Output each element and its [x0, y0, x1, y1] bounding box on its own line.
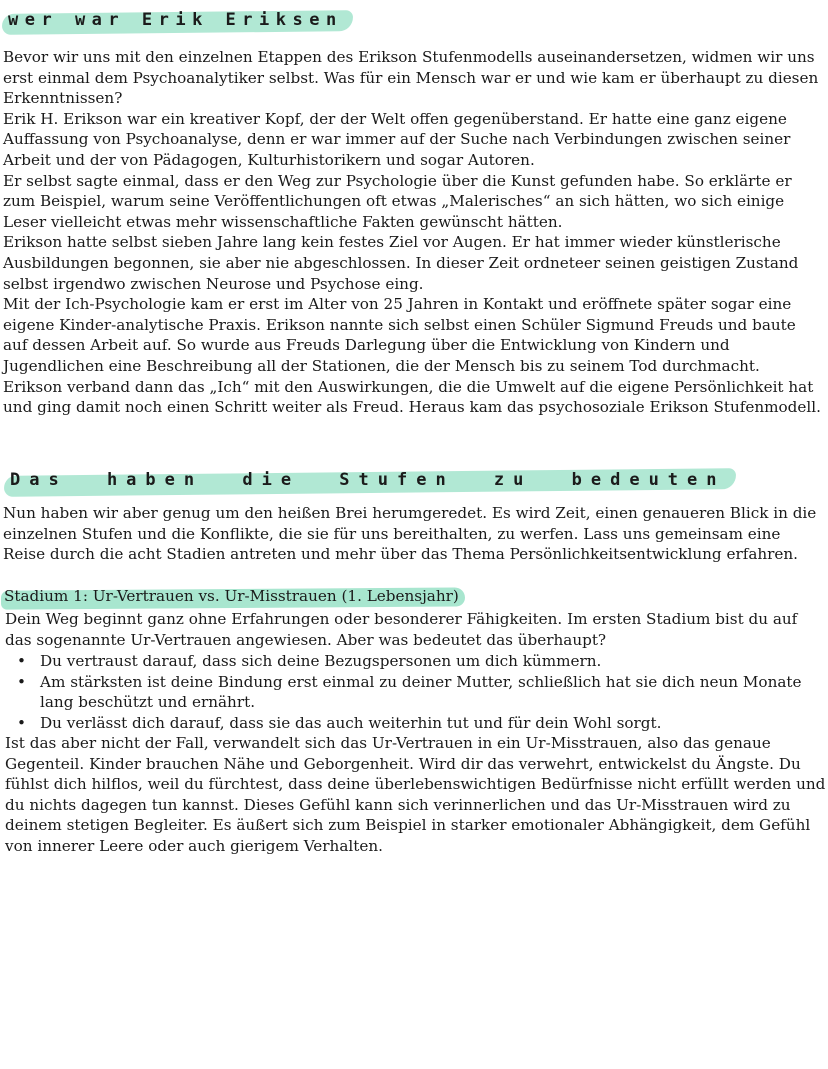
intro-paragraph: Mit der Ich-Psychologie kam er erst im Alter von 25 Jahren in Kontakt und eröffnete später sogar eine eigene Kinder-analytische Praxis. Erikson nannte sich selbst einen Schüler Sigmund Freuds und baute auf dessen Arbeit auf. So wurde aus Freuds Darlegung über die Entwicklung von Kindern und Jugendlichen eine Beschreibung all der Stationen, die der Mensch bis zu seinem Tod durchmacht.	[3, 295, 796, 375]
bullet-icon: •	[17, 713, 26, 732]
stadium-1-closing-paragraph: Ist das aber nicht der Fall, verwandelt sich das Ur-Vertrauen in ein Ur-Misstrauen, also das genaue Gegenteil. Kinder brauchen Nähe und Geborgenheit. Wird dir das verwehrt, entwickelst du Ängste. Du fühlst dich hilflos, weil du fürchtest, dass deine überlebenswichtigen Bedürfnisse nicht erfüllt werden und du nichts dagegen tun kannst. Dieses Gefühl kann sich verinnerlichen und das Ur-Misstrauen wird zu deinem stetigen Begleiter. Es äußert sich zum Beispiel in starker emotionaler Abhängigkeit, dem Gefühl von innerer Leere oder auch gierigem Verhalten.	[5, 734, 826, 855]
stadium-1-intro: Dein Weg beginnt ganz ohne Erfahrungen oder besonderer Fähigkeiten. Im ersten Stadium bist du auf das sogenannte Ur-Vertrauen angewiesen. Aber was bedeutet das überhaupt?	[5, 610, 798, 649]
list-item: • Am stärksten ist deine Bindung erst einmal zu deiner Mutter, schließlich hat sie dich neun Monate lang beschützt und ernährt.	[17, 672, 802, 712]
stadium-1-bullet-list	[0, 651, 820, 733]
intro-paragraph: Bevor wir uns mit den einzelnen Etappen des Erikson Stufenmodells auseinandersetzen, widmen wir uns erst einmal dem Psychoanalytiker selbst. Was für ein Mensch war er und wie kam er überhaupt zu diesen Erkenntnissen?	[3, 48, 819, 108]
list-item: • Du verlässt dich darauf, dass sie das auch weiterhin tut und für dein Wohl sorgt.	[17, 713, 662, 732]
bullet-icon: •	[17, 652, 26, 670]
heading-who-was-erik-erikson: wer war Erik Eriksen	[8, 10, 343, 30]
intro-paragraph: Erikson hatte selbst sieben Jahre lang kein festes Ziel vor Augen. Er hat immer wieder künstlerische Ausbildungen begonnen, sie aber nie abgeschlossen. In dieser Zeit ordneteer seinen geistigen Zustand selbst irgendwo zwischen Neurose und Psychose eing.	[3, 233, 799, 293]
intro-paragraph: Erikson verband dann das „Ich“ mit den Auswirkungen, die die Umwelt auf die eigene Persönlichkeit hat und ging damit noch einen Schritt weiter als Freud. Heraus kam das psychosoziale Erikson Stufenmodell.	[3, 377, 821, 417]
stadium-1-title: Stadium 1: Ur-Vertrauen vs. Ur-Misstrauen (1. Lebensjahr)	[4, 586, 459, 606]
bullet-icon: •	[17, 672, 26, 691]
intro-paragraph: Er selbst sagte einmal, dass er den Weg zur Psychologie über die Kunst gefunden habe. So erklärte er zum Beispiel, warum seine Veröffentlichungen oft etwas „Malerisches“ an sich hätten, wo sich einige Leser vielleicht etwas mehr wissenschaftliche Fakten gewünscht hätten.	[3, 171, 792, 231]
heading-stages-meaning: Das haben die Stufen zu bedeuten	[10, 470, 726, 490]
intro-section	[3, 47, 821, 418]
intro-paragraph: Erik H. Erikson war ein kreativer Kopf, der der Welt offen gegenüberstand. Er hatte eine ganz eigene Auffassung von Psychoanalyse, denn er war immer auf der Suche nach Verbindungen zwischen seiner Arbeit und der von Pädagogen, Kulturhistorikern und sogar Autoren.	[3, 109, 791, 169]
section2-intro-paragraph: Nun haben wir aber genug um den heißen Brei herumgeredet. Es wird Zeit, einen genaueren Blick in die einzelnen Stufen und die Konflikte, die sie für uns bereithalten, zu werfen. Lass uns gemeinsam eine Reise durch die acht Stadien antreten und mehr über das Thema Persönlichkeitsentwicklung erfahren.	[3, 504, 817, 564]
list-item: • Du vertraust darauf, dass sich deine Bezugspersonen um dich kümmern.	[17, 652, 602, 670]
